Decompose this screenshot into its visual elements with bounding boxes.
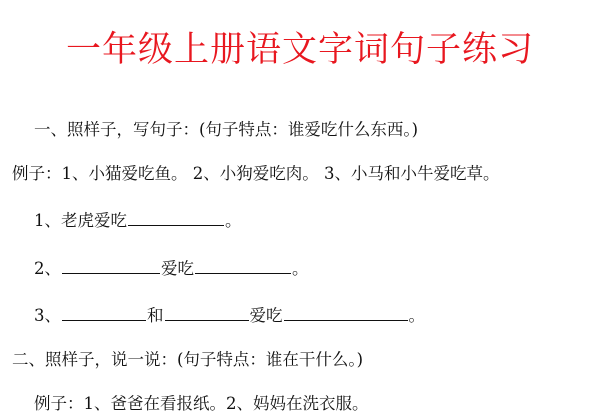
item-number: 3、 — [34, 306, 61, 325]
item-number: 2、 — [34, 259, 61, 278]
answer-blank[interactable] — [195, 259, 291, 274]
item-text: 爱吃 — [161, 259, 194, 278]
section1-heading: 一、照样子，写句子：(句子特点：谁爱吃什么东西。) — [34, 120, 419, 139]
exercise-item-3 — [34, 302, 425, 326]
exercise-item-2 — [34, 255, 309, 279]
item-text: 和 — [147, 306, 164, 325]
exercise-item-1 — [34, 207, 242, 231]
item-end: 。 — [292, 259, 309, 278]
answer-blank[interactable] — [284, 306, 408, 321]
item-number: 1、 — [34, 211, 61, 230]
worksheet-title: 一年级上册语文字词句子练习 — [65, 30, 534, 70]
answer-blank[interactable] — [128, 211, 224, 226]
example1-line: 例子：1、小猫爱吃鱼。 2、小狗爱吃肉。 3、小马和小牛爱吃草。 — [12, 164, 500, 183]
example2-line: 例子：1、爸爸在看报纸。2、妈妈在洗衣服。 — [34, 394, 369, 413]
answer-blank[interactable] — [62, 259, 160, 274]
item-end: 。 — [408, 306, 425, 325]
answer-blank[interactable] — [62, 306, 146, 321]
item-end: 。 — [225, 211, 242, 230]
section2-heading: 二、照样子，说一说：(句子特点：谁在干什么。) — [12, 350, 364, 369]
item-text: 老虎爱吃 — [61, 211, 127, 230]
answer-blank[interactable] — [165, 306, 249, 321]
item-text: 爱吃 — [249, 306, 283, 325]
